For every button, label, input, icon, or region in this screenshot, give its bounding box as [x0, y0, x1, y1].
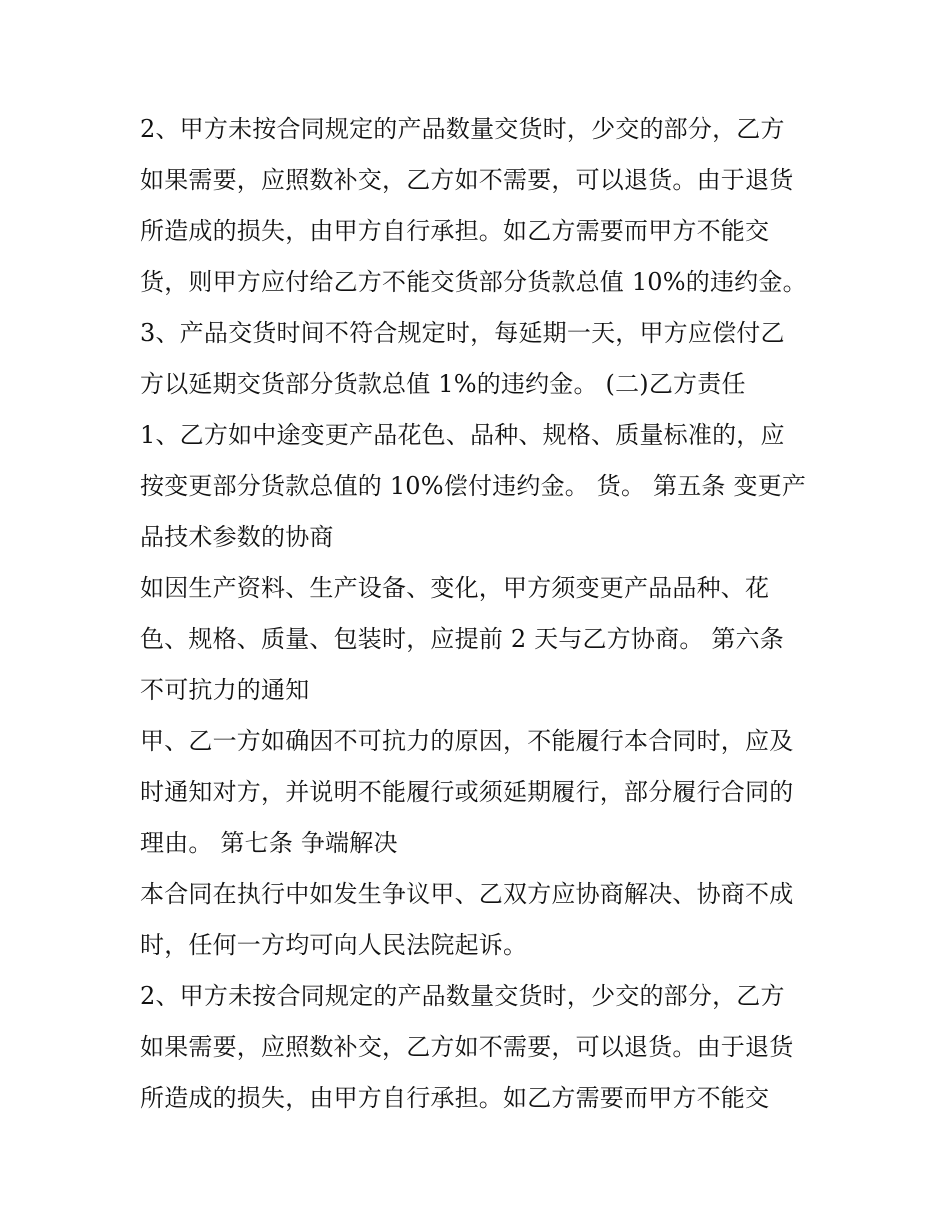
text-line: 本合同在执行中如发生争议甲、乙双方应协商解决、协商不成 — [140, 880, 794, 908]
text-line: 理由。 第七条 争端解决 — [140, 829, 398, 857]
text-line: 2、甲方未按合同规定的产品数量交货时，少交的部分，乙方 — [140, 982, 785, 1010]
text-line: 如因生产资料、生产设备、变化，甲方须变更产品品种、花 — [140, 574, 770, 602]
text-line: 所造成的损失，由甲方自行承担。如乙方需要而甲方不能交 — [140, 217, 770, 245]
text-line: 如果需要，应照数补交，乙方如不需要，可以退货。由于退货 — [140, 1033, 794, 1061]
text-line: 时通知对方，并说明不能履行或须延期履行，部分履行合同的 — [140, 778, 794, 806]
text-line: 如果需要，应照数补交，乙方如不需要，可以退货。由于退货 — [140, 166, 794, 194]
text-line: 1、乙方如中途变更产品花色、品种、规格、质量标准的，应 — [140, 421, 785, 449]
text-line: 甲、乙一方如确因不可抗力的原因，不能履行本合同时，应及 — [140, 727, 794, 755]
text-line: 不可抗力的通知 — [140, 676, 310, 704]
text-line: 按变更部分货款总值的 10%偿付违约金。 货。 第五条 变更产 — [140, 472, 807, 500]
text-line: 所造成的损失，由甲方自行承担。如乙方需要而甲方不能交 — [140, 1084, 770, 1112]
contract-text-block — [140, 104, 820, 1124]
text-line: 品技术参数的协商 — [140, 523, 334, 551]
text-line: 方以延期交货部分货款总值 1%的违约金。 (二)乙方责任 — [140, 370, 746, 398]
text-line: 色、规格、质量、包装时，应提前 2 天与乙方协商。 第六条 — [140, 625, 784, 653]
text-line: 货，则甲方应付给乙方不能交货部分货款总值 10%的违约金。 — [140, 268, 807, 296]
text-line: 3、产品交货时间不符合规定时，每延期一天，甲方应偿付乙 — [140, 319, 785, 347]
text-line: 时，任何一方均可向人民法院起诉。 — [140, 931, 528, 959]
text-line: 2、甲方未按合同规定的产品数量交货时，少交的部分，乙方 — [140, 115, 785, 143]
